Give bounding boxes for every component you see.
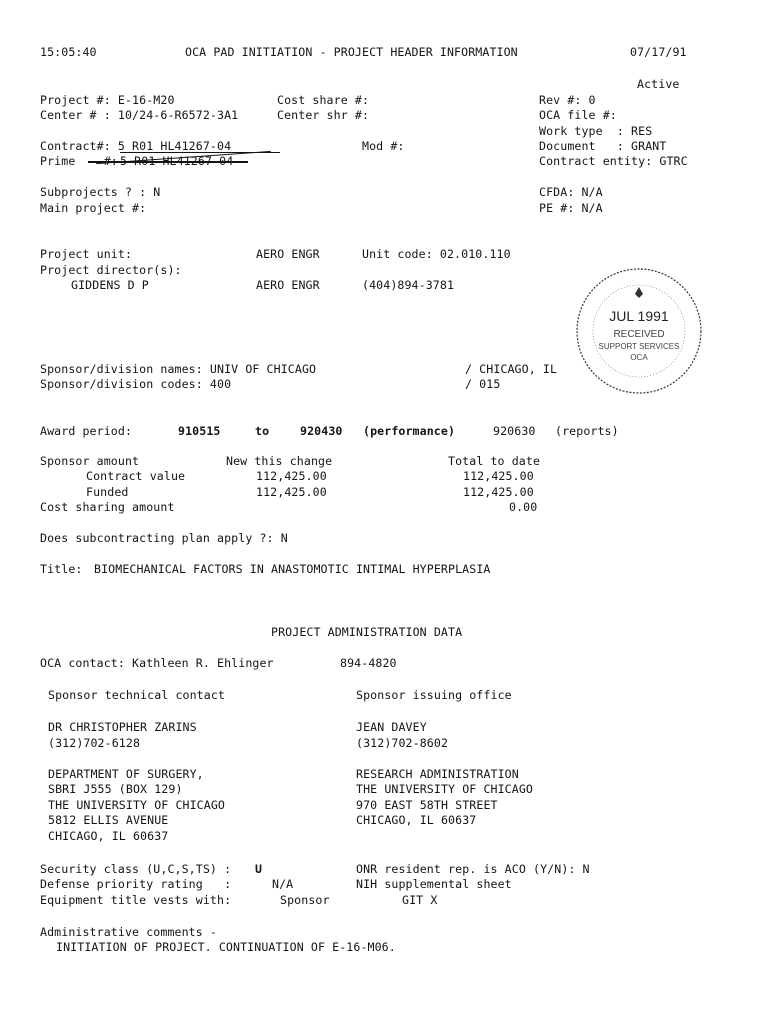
prime-label: Prime #: (40, 154, 118, 168)
cost-sharing-label: Cost sharing amount (40, 500, 175, 514)
subprojects: Subprojects ? : N (40, 185, 161, 199)
status-text: Active (637, 77, 680, 91)
equipment-title-label: Equipment title vests with: (40, 893, 232, 907)
tech-address-line-1: DEPARTMENT OF SURGERY, (48, 767, 204, 781)
stamp-support: SUPPORT SERVICES (598, 342, 680, 351)
project-title: BIOMECHANICAL FACTORS IN ANASTOMOTIC INTIMAL HYPERPLASIA (94, 562, 491, 576)
tech-address-line-2: SBRI J555 (BOX 129) (48, 782, 183, 796)
cfda: CFDA: N/A (539, 185, 603, 199)
stamp-received: RECEIVED (613, 329, 665, 340)
issuing-address-line-3: 970 EAST 58TH STREET (356, 798, 498, 812)
admin-heading: PROJECT ADMINISTRATION DATA (271, 625, 463, 639)
defense-priority-value: N/A (272, 877, 294, 891)
director-name: GIDDENS D P (71, 278, 149, 292)
contract-entity: Contract entity: GTRC (539, 154, 688, 168)
project-unit-label: Project unit: (40, 247, 133, 261)
project-unit-value: AERO ENGR (256, 247, 320, 261)
tech-address-line-3: THE UNIVERSITY OF CHICAGO (48, 798, 226, 812)
issuing-address-line-2: THE UNIVERSITY OF CHICAGO (356, 782, 534, 796)
sponsor-names: Sponsor/division names: UNIV OF CHICAGO (40, 362, 317, 376)
oca-file: OCA file #: (539, 108, 617, 122)
total-to-date-header: Total to date (448, 454, 541, 468)
new-this-change-header: New this change (226, 454, 333, 468)
security-class-value: U (255, 862, 263, 876)
contract-value-new: 112,425.00 (256, 469, 327, 483)
oca-contact: OCA contact: Kathleen R. Ehlinger (40, 656, 274, 670)
award-to: to (255, 424, 270, 438)
tech-contact-name: DR CHRISTOPHER ZARINS (48, 720, 197, 734)
project-number: Project #: E-16-M20 (40, 93, 175, 107)
received-stamp (573, 265, 705, 397)
sponsor-division-code: / 015 (465, 377, 501, 391)
print-time: 15:05:40 (40, 45, 97, 59)
tech-address-line-5: CHICAGO, IL 60637 (48, 829, 169, 843)
issuing-phone: (312)702-8602 (356, 736, 449, 750)
issuing-address-line-1: RESEARCH ADMINISTRATION (356, 767, 519, 781)
sponsor-location: / CHICAGO, IL (465, 362, 558, 376)
funded-new: 112,425.00 (256, 485, 327, 499)
page-title: OCA PAD INITIATION - PROJECT HEADER INFORMATION (185, 45, 518, 59)
main-project: Main project #: (40, 201, 147, 215)
award-start: 910515 (178, 424, 221, 438)
center-number: Center # : 10/24-6-R6572-3A1 (40, 108, 239, 122)
performance-label: (performance) (363, 424, 456, 438)
issuing-office-label: Sponsor issuing office (356, 688, 512, 702)
project-directors-label: Project director(s): (40, 263, 182, 277)
security-class-label: Security class (U,C,S,TS) : (40, 862, 232, 876)
contract-value-total: 112,425.00 (463, 469, 534, 483)
funded-total: 112,425.00 (463, 485, 534, 499)
title-label: Title: (40, 562, 83, 576)
award-end-performance: 920430 (300, 424, 343, 438)
reports-label: (reports) (555, 424, 619, 438)
funded-label: Funded (86, 485, 129, 499)
award-end-reports: 920630 (493, 424, 536, 438)
cost-sharing-total: 0.00 (509, 500, 538, 514)
tech-contact-label: Sponsor technical contact (48, 688, 226, 702)
mod-number: Mod #: (362, 139, 405, 153)
contract-value-label: Contract value (86, 469, 186, 483)
print-date: 07/17/91 (630, 45, 687, 59)
center-share: Center shr #: (277, 108, 370, 122)
rev-number: Rev #: 0 (539, 93, 596, 107)
admin-comments-value: INITIATION OF PROJECT. CONTINUATION OF E-16-M06. (56, 940, 396, 954)
onr-resident-rep: ONR resident rep. is ACO (Y/N): N (356, 862, 590, 876)
work-type: Work type : RES (539, 124, 653, 138)
stamp-date: JUL 1991 (609, 308, 669, 324)
nih-supplemental: NIH supplemental sheet (356, 877, 512, 891)
tech-address-line-4: 5812 ELLIS AVENUE (48, 813, 169, 827)
issuing-name: JEAN DAVEY (356, 720, 427, 734)
sponsor-amount-label: Sponsor amount (40, 454, 140, 468)
sponsor-codes: Sponsor/division codes: 400 (40, 377, 232, 391)
admin-comments-label: Administrative comments - (40, 925, 218, 939)
issuing-address-line-4: CHICAGO, IL 60637 (356, 813, 477, 827)
defense-priority-label: Defense priority rating : (40, 877, 232, 891)
pe-number: PE #: N/A (539, 201, 603, 215)
award-period-label: Award period: (40, 424, 133, 438)
stamp-emblem-icon (635, 287, 643, 298)
cost-share: Cost share #: (277, 93, 370, 107)
director-dept: AERO ENGR (256, 278, 320, 292)
git-flag: GIT X (402, 893, 438, 907)
oca-phone: 894-4820 (340, 656, 397, 670)
stamp-oca: OCA (630, 353, 648, 362)
contract-number: Contract#: 5 R01 HL41267-04 (40, 139, 232, 153)
document-type: Document : GRANT (539, 139, 667, 153)
director-phone: (404)894-3781 (362, 278, 455, 292)
prime-struck-value: 5 R01 HL41267-04 (120, 154, 234, 168)
subcontracting-plan: Does subcontracting plan apply ?: N (40, 531, 288, 545)
equipment-title-value: Sponsor (280, 893, 330, 907)
tech-contact-phone: (312)702-6128 (48, 736, 141, 750)
unit-code: Unit code: 02.010.110 (362, 247, 511, 261)
